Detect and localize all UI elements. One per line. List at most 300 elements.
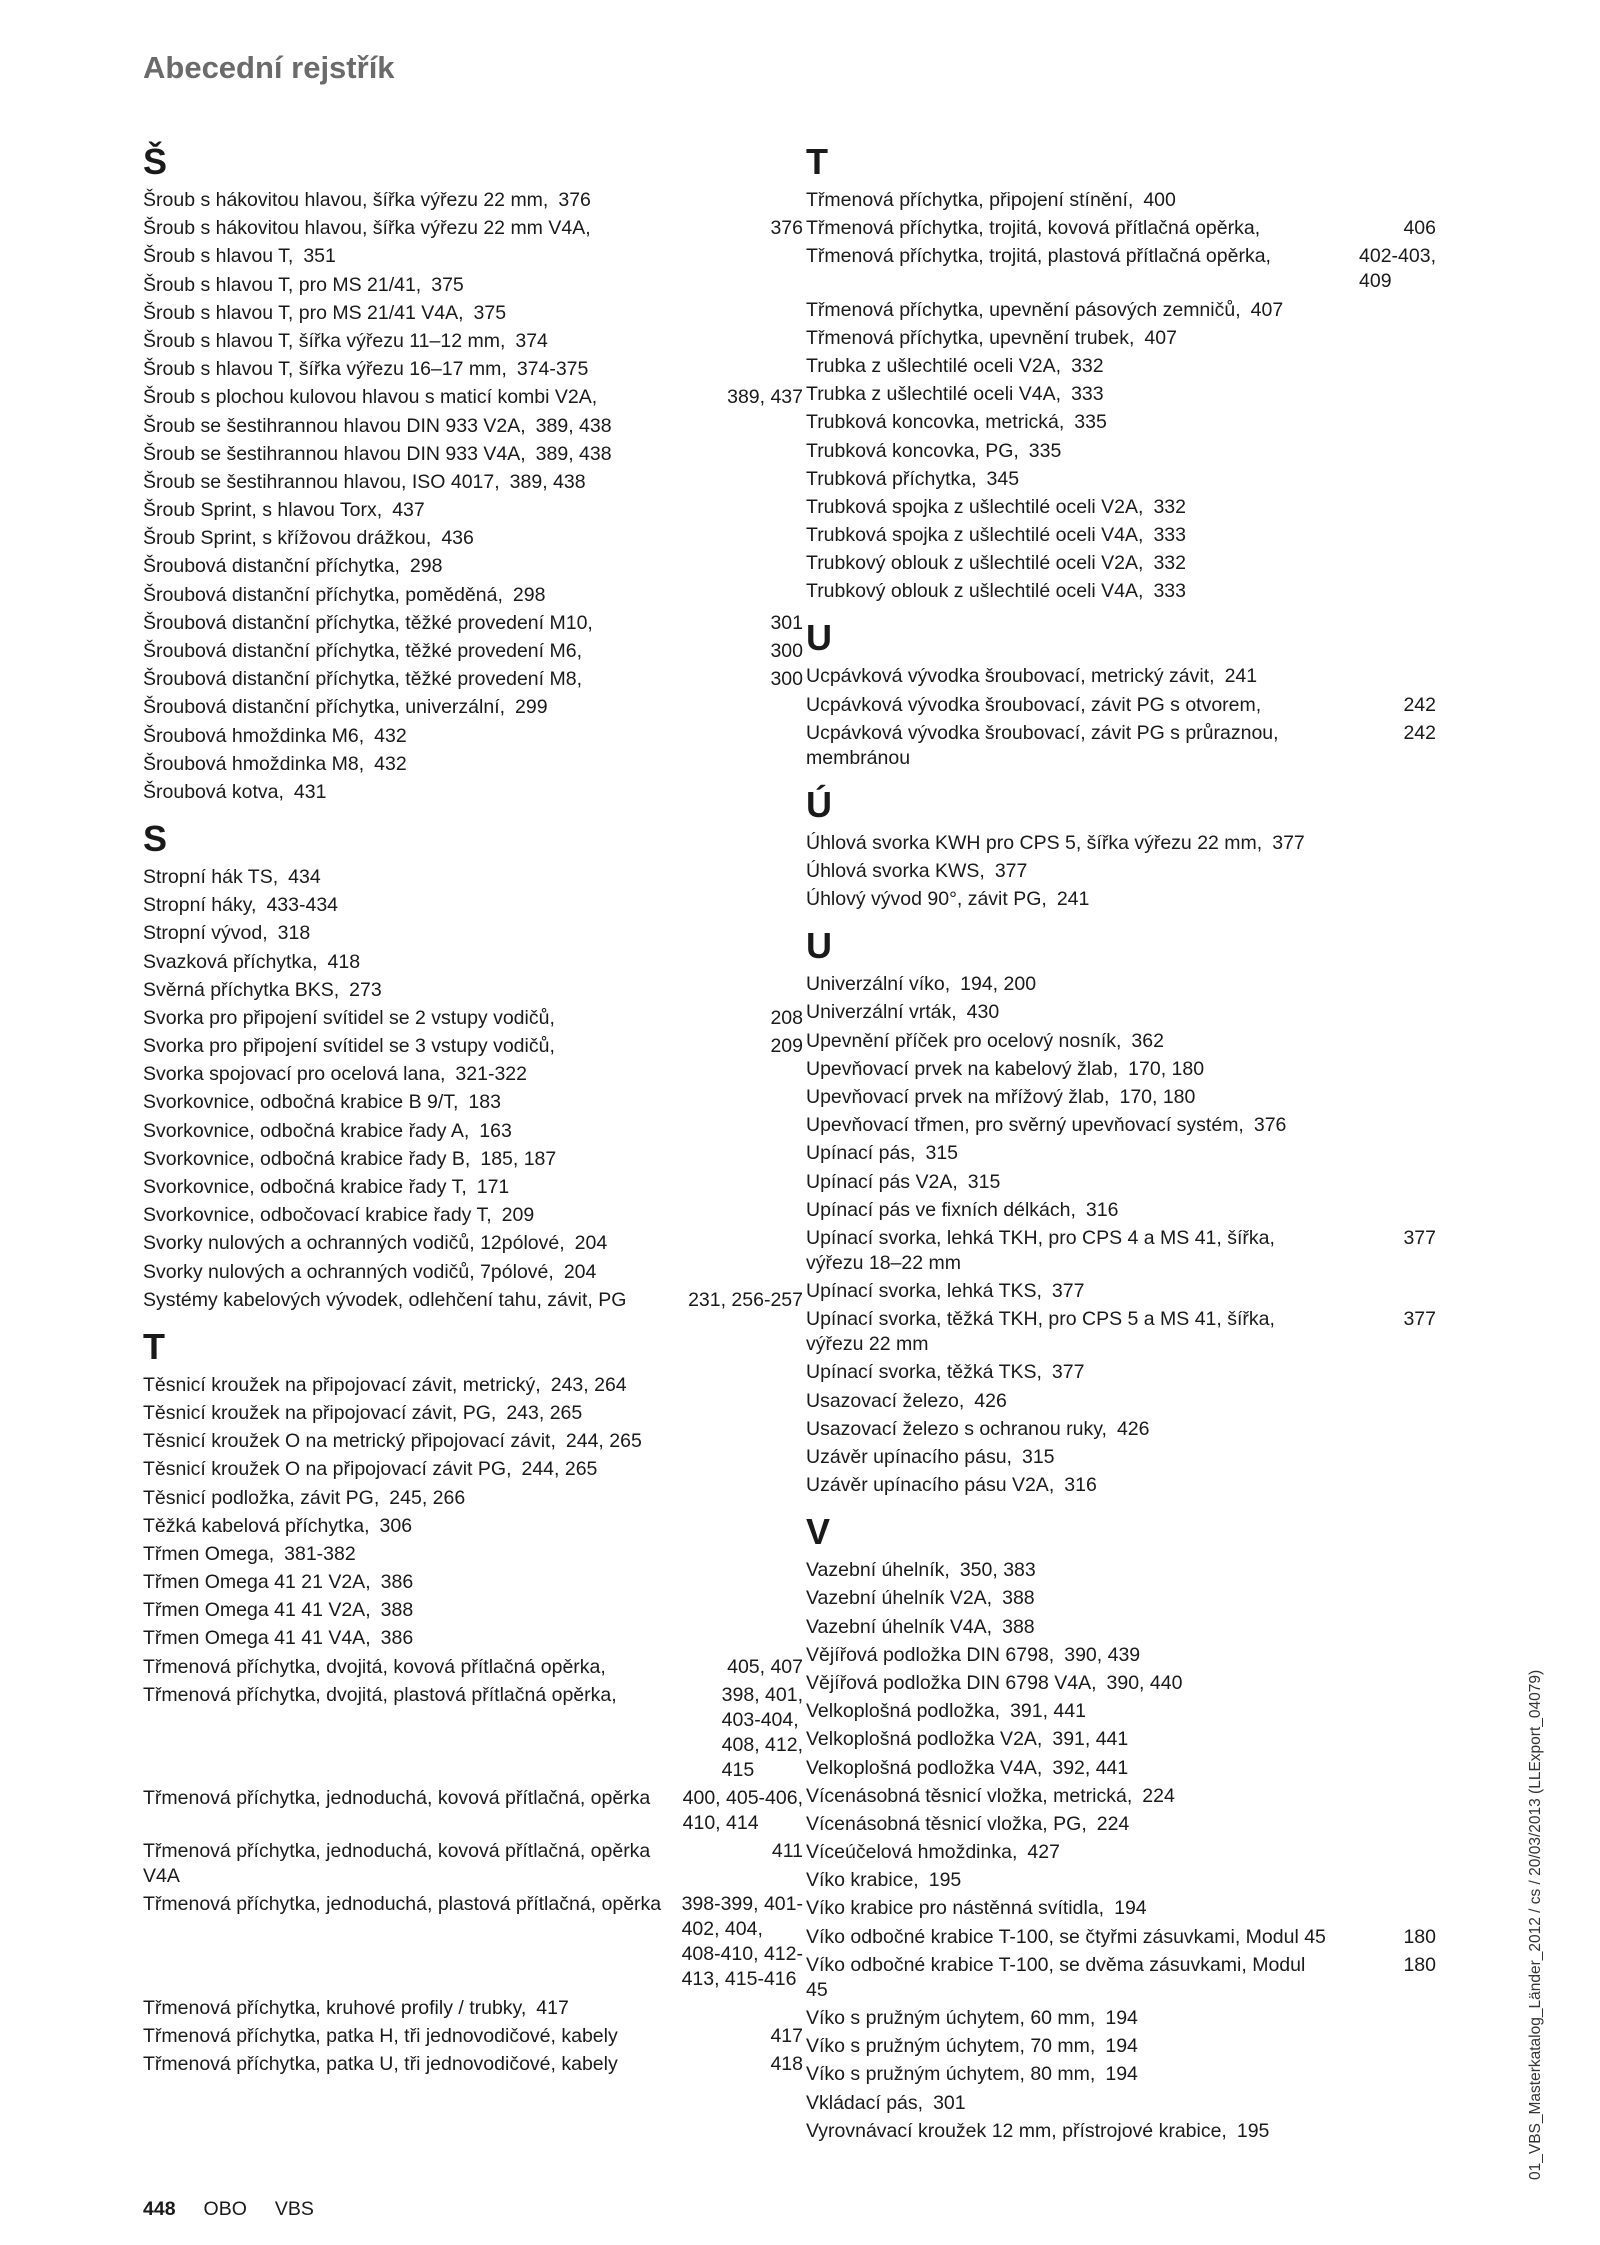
index-entry: [143, 1260, 803, 1285]
entry-term: Šroubová distanční příchytka, těžké provedení M8,: [143, 668, 582, 691]
entry-page-refs: 390, 439: [1064, 1643, 1141, 1666]
entry-term: Svorka pro připojení svítidel se 2 vstupy vodičů,: [143, 1006, 555, 1029]
entry-term: Šroub se šestihrannou hlavou DIN 933 V2A,: [143, 414, 526, 437]
entry-term: Šroub s plochou kulovou hlavou s maticí kombi V2A,: [143, 386, 598, 409]
entry-term: Šroub se šestihrannou hlavou, ISO 4017,: [143, 470, 500, 493]
index-entry: [806, 354, 1436, 379]
entry-page-refs: 315: [967, 1170, 1001, 1193]
entry-term: Stropní háky,: [143, 894, 257, 917]
entry-term: Svorka pro připojení svítidel se 3 vstupy vodičů,: [143, 1035, 555, 1058]
entry-term: Víko s pružným úchytem, 80 mm,: [806, 2063, 1096, 2086]
entry-page-refs: 374-375: [516, 358, 589, 381]
entry-term: Víko krabice pro nástěnná svítidla,: [806, 1897, 1105, 1920]
index-entry: [143, 216, 803, 241]
index-entry: [806, 244, 1436, 294]
index-entry: [143, 1786, 803, 1836]
entry-page-refs: 377: [1403, 1308, 1436, 1331]
entry-page-refs: 333: [1071, 383, 1104, 406]
entry-term: Svorkovnice, odbočná krabice B 9/T,: [143, 1091, 459, 1114]
entry-term: Stropní hák TS,: [143, 865, 279, 888]
entry-page-refs: 386: [380, 1627, 414, 1650]
entry-term: Víko s pružným úchytem, 70 mm,: [806, 2035, 1096, 2058]
index-entry: [143, 1570, 803, 1595]
index-entry: [143, 695, 803, 720]
index-entry: [806, 579, 1436, 604]
entry-term: Víko krabice,: [806, 1869, 919, 1892]
entry-page-refs: 398, 401, 403-404, 408, 412, 415: [721, 1683, 803, 1781]
index-entry: [143, 498, 803, 523]
entry-page-refs: 209: [501, 1204, 535, 1227]
entry-page-refs: 376: [770, 217, 803, 240]
entry-term: Svěrná příchytka BKS,: [143, 978, 340, 1001]
index-entry: [143, 2052, 803, 2077]
entry-page-refs: 376: [558, 189, 591, 211]
entry-term: Třmen Omega 41 21 V2A,: [143, 1571, 371, 1594]
index-entry: [806, 1226, 1436, 1276]
index-entry: [143, 470, 803, 495]
entry-term: Třmenová příchytka, upevnění trubek,: [806, 326, 1135, 349]
index-entry: [806, 216, 1436, 241]
entry-page-refs: 185, 187: [480, 1147, 557, 1170]
entry-term: Víceúčelová hmoždinka,: [806, 1841, 1018, 1864]
entry-term: Vazební úhelník V2A,: [806, 1587, 993, 1610]
entry-page-refs: 300: [770, 668, 803, 691]
entry-page-refs: 388: [380, 1599, 414, 1622]
index-entry: [143, 1429, 803, 1454]
index-entry: [143, 442, 803, 467]
entry-term: Třmenová příchytka, trojitá, kovová přítlačná opěrka,: [806, 217, 1261, 240]
index-entry: [143, 1683, 803, 1783]
entry-term: Šroub s hákovitou hlavou, šířka výřezu 22 mm V4A,: [143, 217, 591, 240]
index-entry: [806, 972, 1436, 997]
entry-page-refs: 180: [1403, 1925, 1436, 1948]
entry-term: Šroubová kotva,: [143, 780, 284, 803]
index-entry: [143, 1090, 803, 1115]
entry-term: Vějířová podložka DIN 6798,: [806, 1643, 1055, 1666]
entry-term: Šroubová distanční příchytka, poměděná,: [143, 583, 503, 606]
entry-page-refs: 245, 266: [389, 1486, 466, 1509]
entry-page-refs: 389, 438: [535, 414, 612, 437]
right-index-column: [806, 140, 1436, 2147]
entry-term: Upínací svorka, lehká TKH, pro CPS 4 a MS 41, šířka, výřezu 18–22 mm: [806, 1226, 1275, 1274]
index-entry: [143, 1203, 803, 1228]
index-entry: [143, 611, 803, 636]
entry-page-refs: 430: [966, 1001, 1000, 1024]
index-entry: [806, 551, 1436, 576]
index-entry: [806, 1756, 1436, 1781]
page-number: 448: [143, 2198, 176, 2220]
entry-page-refs: 418: [327, 950, 361, 973]
index-entry: [806, 495, 1436, 520]
index-entry: [806, 1000, 1436, 1025]
entry-page-refs: 418: [770, 2052, 803, 2075]
entry-term: Těsnicí kroužek O na připojovací závit PG,: [143, 1458, 512, 1481]
index-entry: [806, 1141, 1436, 1166]
entry-term: Třmenová příchytka, jednoduchá, kovová přítlačná, opěrka: [143, 1787, 651, 1809]
entry-page-refs: 299: [515, 696, 548, 719]
entry-term: Upevňovací třmen, pro svěrný upevňovací systém,: [806, 1114, 1244, 1137]
entry-page-refs: 377: [1051, 1280, 1085, 1303]
index-entry: [806, 1279, 1436, 1304]
entry-term: Vyrovnávací kroužek 12 mm, přístrojové krabice,: [806, 2119, 1227, 2142]
entry-term: Šroub s hlavou T, pro MS 21/41 V4A,: [143, 301, 464, 324]
entry-page-refs: 332: [1153, 495, 1186, 518]
entry-term: Upínací svorka, těžká TKH, pro CPS 5 a MS 41, šířka, výřezu 22 mm: [806, 1308, 1275, 1356]
entry-page-refs: 242: [1403, 693, 1436, 716]
entry-page-refs: 398-399, 401- 402, 404, 408-410, 412- 413, 415-416: [681, 1893, 803, 1991]
entry-page-refs: 390, 440: [1106, 1671, 1183, 1694]
index-entry: [143, 1655, 803, 1680]
entry-term: Šroub s hákovitou hlavou, šířka výřezu 22 mm,: [143, 189, 549, 211]
entry-term: Trubka z ušlechtilé oceli V2A,: [806, 354, 1062, 377]
entry-page-refs: 231, 256-257: [688, 1288, 803, 1311]
index-letter-heading: U: [806, 925, 832, 967]
entry-page-refs: 350, 383: [959, 1559, 1036, 1582]
entry-page-refs: 204: [574, 1232, 608, 1255]
index-entry: [806, 2062, 1436, 2087]
entry-page-refs: 195: [928, 1869, 962, 1892]
entry-term: Trubková koncovka, metrická,: [806, 411, 1065, 434]
index-entry: [143, 273, 803, 298]
index-entry: [143, 780, 803, 805]
entry-page-refs: 402-403, 409: [1359, 245, 1436, 293]
entry-page-refs: 405, 407: [727, 1655, 803, 1678]
entry-page-refs: 241: [1224, 665, 1258, 688]
index-entry: [143, 526, 803, 551]
entry-page-refs: 194: [1105, 2007, 1138, 2029]
entry-term: Trubková koncovka, PG,: [806, 439, 1019, 462]
entry-term: Šroubová distanční příchytka, těžké provedení M10,: [143, 611, 593, 634]
entry-term: Univerzální víko,: [806, 973, 951, 996]
index-entry: [806, 1360, 1436, 1385]
entry-page-refs: 194: [1105, 2063, 1138, 2086]
entry-term: Vazební úhelník V4A,: [806, 1615, 993, 1638]
index-entry: [806, 326, 1436, 351]
entry-page-refs: 315: [1021, 1446, 1055, 1468]
entry-page-refs: 388: [1002, 1587, 1035, 1610]
index-entry: [143, 724, 803, 749]
entry-page-refs: 244, 265: [521, 1458, 598, 1481]
entry-term: Šroub s hlavou T, šířka výřezu 11–12 mm,: [143, 329, 506, 352]
entry-term: Šroubová hmoždinka M8,: [143, 752, 365, 775]
entry-term: Usazovací železo,: [806, 1389, 965, 1412]
index-entry: [143, 188, 803, 213]
entry-term: Třmenová příchytka, připojení stínění,: [806, 189, 1134, 211]
entry-page-refs: 301: [933, 2091, 966, 2114]
index-entry: [143, 1373, 803, 1398]
entry-term: Velkoplošná podložka V4A,: [806, 1756, 1043, 1779]
index-entry: [143, 639, 803, 664]
entry-term: Víko odbočné krabice T-100, se čtyřmi zásuvkami, Modul 45: [806, 1925, 1326, 1948]
index-letter-heading: V: [806, 1511, 831, 1553]
entry-page-refs: 417: [770, 2024, 803, 2047]
index-entry: [806, 1727, 1436, 1752]
page-footer: [143, 2198, 314, 2221]
entry-term: Uzávěr upínacího pásu,: [806, 1446, 1012, 1468]
entry-page-refs: 377: [1403, 1226, 1436, 1249]
entry-term: Třmenová příchytka, jednoduchá, kovová přítlačná, opěrka V4A: [143, 1840, 651, 1888]
entry-term: Šroub Sprint, s křížovou drážkou,: [143, 527, 432, 550]
entry-term: Třmenová příchytka, dvojitá, plastová přítlačná opěrka,: [143, 1683, 617, 1706]
entry-page-refs: 315: [925, 1142, 959, 1165]
entry-page-refs: 332: [1071, 354, 1104, 377]
index-entry: [806, 523, 1436, 548]
entry-term: Velkoplošná podložka,: [806, 1700, 1001, 1723]
index-entry: [806, 1113, 1436, 1138]
entry-term: Úhlová svorka KWH pro CPS 5, šířka výřezu 22 mm,: [806, 831, 1263, 854]
entry-term: Svorkovnice, odbočná krabice řady T,: [143, 1176, 467, 1198]
index-entry: [806, 1029, 1436, 1054]
entry-page-refs: 417: [536, 1996, 569, 2019]
index-entry: [806, 2006, 1436, 2031]
entry-page-refs: 183: [468, 1091, 501, 1114]
entry-page-refs: 386: [380, 1571, 414, 1594]
entry-page-refs: 243, 265: [506, 1401, 583, 1424]
index-entry: [806, 859, 1436, 884]
index-entry: [143, 1401, 803, 1426]
entry-page-refs: 433-434: [266, 894, 339, 917]
entry-page-refs: 376: [1253, 1114, 1287, 1137]
entry-page-refs: 389, 438: [509, 470, 586, 493]
entry-page-refs: 306: [379, 1514, 413, 1537]
entry-page-refs: 389, 438: [535, 442, 612, 465]
index-entry: [143, 2024, 803, 2049]
entry-page-refs: 426: [1116, 1417, 1150, 1440]
entry-page-refs: 432: [374, 752, 407, 775]
entry-page-refs: 375: [473, 301, 507, 324]
entry-page-refs: 392, 441: [1052, 1756, 1129, 1779]
index-entry: [143, 950, 803, 975]
entry-page-refs: 426: [974, 1389, 1007, 1412]
entry-term: Třmen Omega,: [143, 1542, 275, 1565]
entry-term: Trubkový oblouk z ušlechtilé oceli V4A,: [806, 580, 1144, 603]
index-entry: [143, 921, 803, 946]
index-entry: [806, 1417, 1436, 1442]
index-entry: [143, 1457, 803, 1482]
entry-term: Šroub s hlavou T,: [143, 245, 294, 268]
entry-page-refs: 406: [1403, 217, 1436, 240]
index-entry: [143, 583, 803, 608]
index-entry: [143, 667, 803, 692]
index-letter-heading: T: [806, 141, 828, 182]
index-entry: [806, 1643, 1436, 1668]
side-note: 01_VBS_Masterkatalog_Länder_2012 / cs / 20/03/2013 (LLExport_04079): [1527, 1669, 1544, 2180]
index-entry: [806, 831, 1436, 856]
index-entry: [806, 298, 1436, 323]
index-entry: [806, 1170, 1436, 1195]
entry-term: Třmenová příchytka, upevnění pásových zemničů,: [806, 298, 1241, 321]
entry-term: Stropní vývod,: [143, 922, 268, 945]
index-entry: [143, 414, 803, 439]
index-entry: [143, 385, 803, 410]
entry-term: Třmenová příchytka, dvojitá, kovová přítlačná opěrka,: [143, 1655, 606, 1678]
index-entry: [806, 1868, 1436, 1893]
entry-page-refs: 301: [770, 611, 803, 634]
entry-page-refs: 374: [515, 329, 548, 352]
footer-section: VBS: [274, 2198, 314, 2220]
entry-page-refs: 195: [1236, 2119, 1270, 2142]
index-entry: [143, 1288, 803, 1313]
entry-term: Velkoplošná podložka V2A,: [806, 1728, 1043, 1751]
entry-page-refs: 244, 265: [565, 1430, 642, 1453]
index-entry: [143, 244, 803, 269]
entry-page-refs: 180: [1403, 1953, 1436, 1976]
entry-term: Svorka spojovací pro ocelová lana,: [143, 1063, 446, 1086]
entry-term: Vícenásobná těsnicí vložka, PG,: [806, 1812, 1087, 1835]
entry-page-refs: 163: [479, 1119, 512, 1142]
entry-page-refs: 208: [770, 1006, 803, 1029]
entry-page-refs: 377: [994, 860, 1028, 882]
entry-term: Systémy kabelových vývodek, odlehčení tahu, závit, PG: [143, 1288, 627, 1311]
index-letter-heading: U: [806, 617, 832, 659]
index-entry: [806, 1057, 1436, 1082]
index-entry: [143, 301, 803, 326]
page-title: Abecední rejstřík: [143, 50, 395, 85]
entry-term: Trubková spojka z ušlechtilé oceli V2A,: [806, 495, 1144, 518]
entry-term: Šroubová hmoždinka M6,: [143, 724, 365, 747]
entry-page-refs: 318: [277, 922, 311, 945]
entry-page-refs: 298: [409, 555, 443, 578]
index-letter-heading: Ú: [806, 783, 832, 825]
entry-page-refs: 345: [986, 467, 1020, 490]
entry-page-refs: 170, 180: [1128, 1057, 1205, 1080]
entry-page-refs: 194, 200: [960, 973, 1037, 996]
index-entry: [806, 1812, 1436, 1837]
entry-term: Trubka z ušlechtilé oceli V4A,: [806, 383, 1062, 406]
index-entry: [143, 1062, 803, 1087]
entry-page-refs: 431: [293, 780, 327, 803]
entry-term: Upínací pás ve fixních délkách,: [806, 1198, 1076, 1221]
index-entry: [143, 1996, 803, 2021]
entry-term: Šroub s hlavou T, šířka výřezu 16–17 mm,: [143, 358, 507, 381]
entry-term: Usazovací železo s ochranou ruky,: [806, 1417, 1107, 1440]
entry-page-refs: 241: [1056, 888, 1090, 911]
entry-page-refs: 171: [476, 1176, 510, 1198]
entry-term: Vazební úhelník,: [806, 1559, 950, 1582]
index-entry: [806, 2034, 1436, 2059]
index-entry: [806, 2119, 1436, 2144]
index-entry: [143, 865, 803, 890]
entry-page-refs: 300: [770, 640, 803, 662]
entry-term: Šroubová distanční příchytka, těžké provedení M6,: [143, 640, 582, 662]
left-index-column: [143, 140, 803, 2080]
index-entry: [806, 693, 1436, 718]
entry-page-refs: 436: [441, 527, 474, 550]
index-entry: [143, 1514, 803, 1539]
entry-term: Třmenová příchytka, patka H, tři jednovodičové, kabely: [143, 2024, 618, 2047]
index-entry: [143, 357, 803, 382]
index-entry: [143, 1119, 803, 1144]
entry-term: Svazková příchytka,: [143, 950, 318, 973]
index-entry: [806, 382, 1436, 407]
entry-page-refs: 224: [1096, 1812, 1130, 1835]
entry-page-refs: 377: [1272, 831, 1305, 854]
entry-term: Ucpávková vývodka šroubovací, závit PG s otvorem,: [806, 693, 1262, 716]
entry-term: Šroub s hlavou T, pro MS 21/41,: [143, 273, 422, 296]
entry-page-refs: 432: [374, 724, 407, 747]
index-entry: [806, 410, 1436, 435]
index-entry: [143, 329, 803, 354]
entry-page-refs: 381-382: [284, 1542, 356, 1565]
index-letter-heading: S: [143, 817, 168, 859]
index-entry: [806, 721, 1436, 771]
index-entry: [806, 2091, 1436, 2116]
index-entry: [806, 1085, 1436, 1110]
index-entry: [143, 1034, 803, 1059]
index-entry: [143, 1006, 803, 1031]
index-entry: [806, 1953, 1436, 2003]
entry-term: Vícenásobná těsnicí vložka, metrická,: [806, 1784, 1133, 1807]
index-entry: [143, 893, 803, 918]
entry-term: Třmen Omega 41 41 V4A,: [143, 1627, 371, 1650]
index-entry: [806, 1389, 1436, 1414]
index-entry: [806, 1925, 1436, 1950]
index-entry: [143, 1486, 803, 1511]
index-entry: [806, 1445, 1436, 1470]
entry-term: Třmenová příchytka, kruhové profily / trubky,: [143, 1996, 527, 2019]
entry-term: Uzávěr upínacího pásu V2A,: [806, 1474, 1055, 1497]
index-entry: [143, 1175, 803, 1200]
index-entry: [806, 1671, 1436, 1696]
entry-term: Úhlový vývod 90°, závit PG,: [806, 888, 1047, 911]
entry-page-refs: 434: [288, 865, 321, 888]
entry-page-refs: 316: [1085, 1198, 1119, 1221]
entry-term: Těsnicí kroužek na připojovací závit, PG,: [143, 1401, 497, 1424]
index-entry: [143, 1626, 803, 1651]
index-entry: [143, 978, 803, 1003]
entry-term: Šroub Sprint, s hlavou Torx,: [143, 499, 383, 522]
entry-term: Vějířová podložka DIN 6798 V4A,: [806, 1671, 1097, 1694]
index-entry: [806, 1896, 1436, 1921]
index-entry: [143, 1598, 803, 1623]
entry-term: Svorky nulových a ochranných vodičů, 12pólové,: [143, 1232, 565, 1255]
entry-page-refs: 411: [771, 1840, 803, 1863]
entry-term: Třmenová příchytka, jednoduchá, plastová přítlačná, opěrka: [143, 1893, 662, 1916]
entry-page-refs: 362: [1131, 1029, 1164, 1052]
entry-page-refs: 316: [1064, 1474, 1097, 1497]
entry-term: Šroubová distanční příchytka, univerzální,: [143, 696, 506, 719]
entry-page-refs: 242: [1403, 721, 1436, 744]
entry-term: Svorky nulových a ochranných vodičů, 7pólové,: [143, 1260, 554, 1283]
entry-page-refs: 351: [303, 245, 336, 268]
index-entry: [806, 1473, 1436, 1498]
entry-page-refs: 333: [1153, 524, 1186, 547]
index-entry: [806, 1558, 1436, 1583]
entry-term: Těsnicí podložka, závit PG,: [143, 1486, 380, 1509]
entry-term: Úhlová svorka KWS,: [806, 860, 985, 882]
entry-term: Třmenová příchytka, patka U, tři jednovodičové, kabely: [143, 2052, 618, 2075]
entry-term: Trubková spojka z ušlechtilé oceli V4A,: [806, 524, 1144, 547]
entry-page-refs: 273: [349, 978, 382, 1001]
index-letter-heading: Š: [143, 141, 168, 182]
entry-term: Víko s pružným úchytem, 60 mm,: [806, 2007, 1096, 2029]
index-entry: [806, 664, 1436, 689]
index-entry: [806, 1307, 1436, 1357]
entry-term: Upínací svorka, lehká TKS,: [806, 1280, 1042, 1303]
entry-term: Těsnicí kroužek O na metrický připojovací závit,: [143, 1430, 556, 1453]
entry-term: Víko odbočné krabice T-100, se dvěma zásuvkami, Modul 45: [806, 1953, 1306, 2001]
entry-term: Třmen Omega 41 41 V2A,: [143, 1599, 371, 1622]
entry-page-refs: 333: [1153, 580, 1186, 603]
entry-term: Svorkovnice, odbočovací krabice řady T,: [143, 1204, 492, 1227]
index-entry: [143, 1231, 803, 1256]
entry-page-refs: 335: [1074, 411, 1107, 434]
entry-term: Těžká kabelová příchytka,: [143, 1514, 370, 1537]
entry-page-refs: 407: [1144, 326, 1177, 349]
entry-page-refs: 209: [770, 1035, 803, 1058]
entry-term: Třmenová příchytka, trojitá, plastová přítlačná opěrka,: [806, 245, 1271, 268]
entry-page-refs: 204: [563, 1260, 597, 1283]
